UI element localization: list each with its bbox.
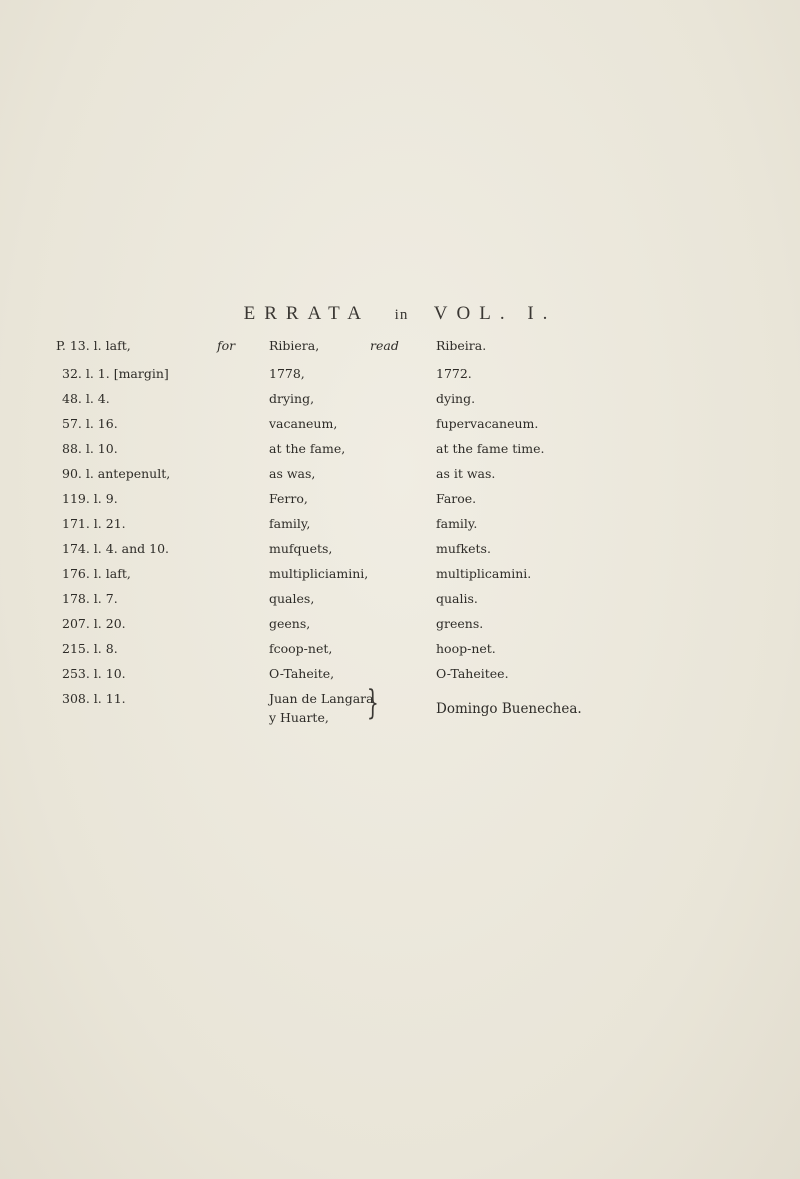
- wrong-text: 1778,: [269, 366, 305, 381]
- ref: P. 13. l. laft,: [56, 338, 131, 353]
- ref: 119. l. 9.: [62, 491, 118, 506]
- errata-row: [0, 541, 800, 567]
- ref: 174. l. 4. and 10.: [62, 541, 170, 556]
- ref: 171. l. 21.: [62, 516, 126, 531]
- errata-row: [0, 641, 800, 667]
- wrong-text: mufquets,: [269, 541, 333, 556]
- wrong-text: as was,: [269, 466, 316, 481]
- errata-row: [0, 616, 800, 642]
- correct-text: at the fame time.: [436, 441, 545, 456]
- ref: 215. l. 8.: [62, 641, 118, 656]
- wrong-text: fcoop-net,: [269, 641, 333, 656]
- for-label: for: [217, 338, 236, 353]
- errata-row: [0, 666, 800, 692]
- errata-row: [0, 366, 800, 392]
- errata-row: [0, 466, 800, 492]
- wrong-text: Ferro,: [269, 491, 308, 506]
- read-label: read: [370, 338, 399, 353]
- correct-text: family.: [436, 516, 478, 531]
- correct-text: Domingo Buenechea.: [436, 701, 582, 717]
- ref: 32. l. 1. [margin]: [62, 366, 169, 381]
- correct-text: fupervacaneum.: [436, 416, 539, 431]
- title-vol: VOL. I.: [433, 303, 557, 324]
- correct-text: as it was.: [436, 466, 496, 481]
- wrong-text: family,: [269, 516, 311, 531]
- page-title: [0, 303, 800, 325]
- wrong-text: Ribiera,: [269, 338, 320, 353]
- ref: 90. l. antepenult,: [62, 466, 171, 481]
- ref: 178. l. 7.: [62, 591, 118, 606]
- correct-text: dying.: [436, 391, 476, 406]
- ref: 57. l. 16.: [62, 416, 118, 431]
- ref: 48. l. 4.: [62, 391, 110, 406]
- wrong-text: O-Taheite,: [269, 666, 335, 681]
- errata-row: [0, 516, 800, 542]
- errata-row: [0, 416, 800, 442]
- correct-text: O-Taheitee.: [436, 666, 509, 681]
- errata-row: [0, 391, 800, 417]
- wrong-text: at the fame,: [269, 441, 346, 456]
- correct-text: greens.: [436, 616, 484, 631]
- ref: 176. l. laft,: [62, 566, 131, 581]
- errata-row: [0, 491, 800, 517]
- ref: 207. l. 20.: [62, 616, 126, 631]
- correct-text: qualis.: [436, 591, 478, 606]
- errata-row: [0, 441, 800, 467]
- ref: 88. l. 10.: [62, 441, 118, 456]
- errata-row: [0, 691, 800, 731]
- title-errata: ERRATA: [243, 303, 369, 324]
- brace-glyph: }: [366, 683, 379, 723]
- wrong-text-line-2: y Huarte,: [269, 710, 329, 725]
- correct-text: Faroe.: [436, 491, 477, 506]
- correct-text: 1772.: [436, 366, 472, 381]
- errata-row: [0, 591, 800, 617]
- correct-text: Ribeira.: [436, 338, 487, 353]
- wrong-text: vacaneum,: [269, 416, 338, 431]
- errata-row: [0, 566, 800, 592]
- wrong-text: multipliciamini,: [269, 566, 369, 581]
- correct-text: multiplicamini.: [436, 566, 532, 581]
- correct-text: mufkets.: [436, 541, 491, 556]
- wrong-text: geens,: [269, 616, 311, 631]
- ref: 308. l. 11.: [62, 691, 126, 706]
- wrong-text-line-1: Juan de Langara: [269, 691, 374, 706]
- errata-row: [0, 338, 800, 364]
- ref: 253. l. 10.: [62, 666, 126, 681]
- title-in: in: [394, 307, 409, 323]
- correct-text: hoop-net.: [436, 641, 496, 656]
- wrong-text: drying,: [269, 391, 315, 406]
- wrong-text: quales,: [269, 591, 315, 606]
